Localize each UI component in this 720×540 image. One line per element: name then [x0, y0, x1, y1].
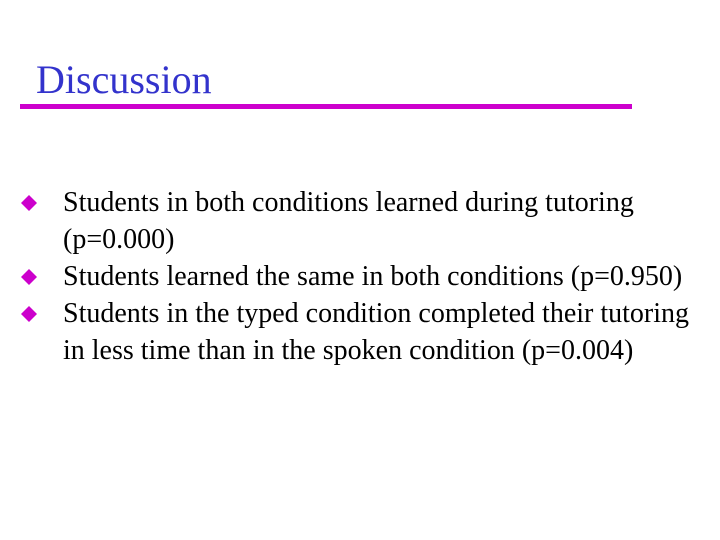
bullet-item: [20, 295, 710, 369]
bullet-item: [20, 258, 710, 295]
bullet-list: [20, 184, 710, 369]
diamond-bullet-icon: [21, 269, 37, 285]
slide-title: Discussion: [36, 57, 212, 102]
diamond-bullet-icon: [21, 306, 37, 322]
bullet-text: Students in both conditions learned during tutoring (p=0.000): [63, 187, 634, 255]
diamond-bullet-icon: [21, 195, 37, 211]
bullet-item: [20, 184, 710, 258]
title-underline-rule: [20, 104, 632, 109]
bullet-text: Students learned the same in both conditions (p=0.950): [63, 261, 683, 292]
bullet-text: Students in the typed condition completed their tutoring in less time than in the spoken condition (p=0.004): [63, 298, 690, 366]
